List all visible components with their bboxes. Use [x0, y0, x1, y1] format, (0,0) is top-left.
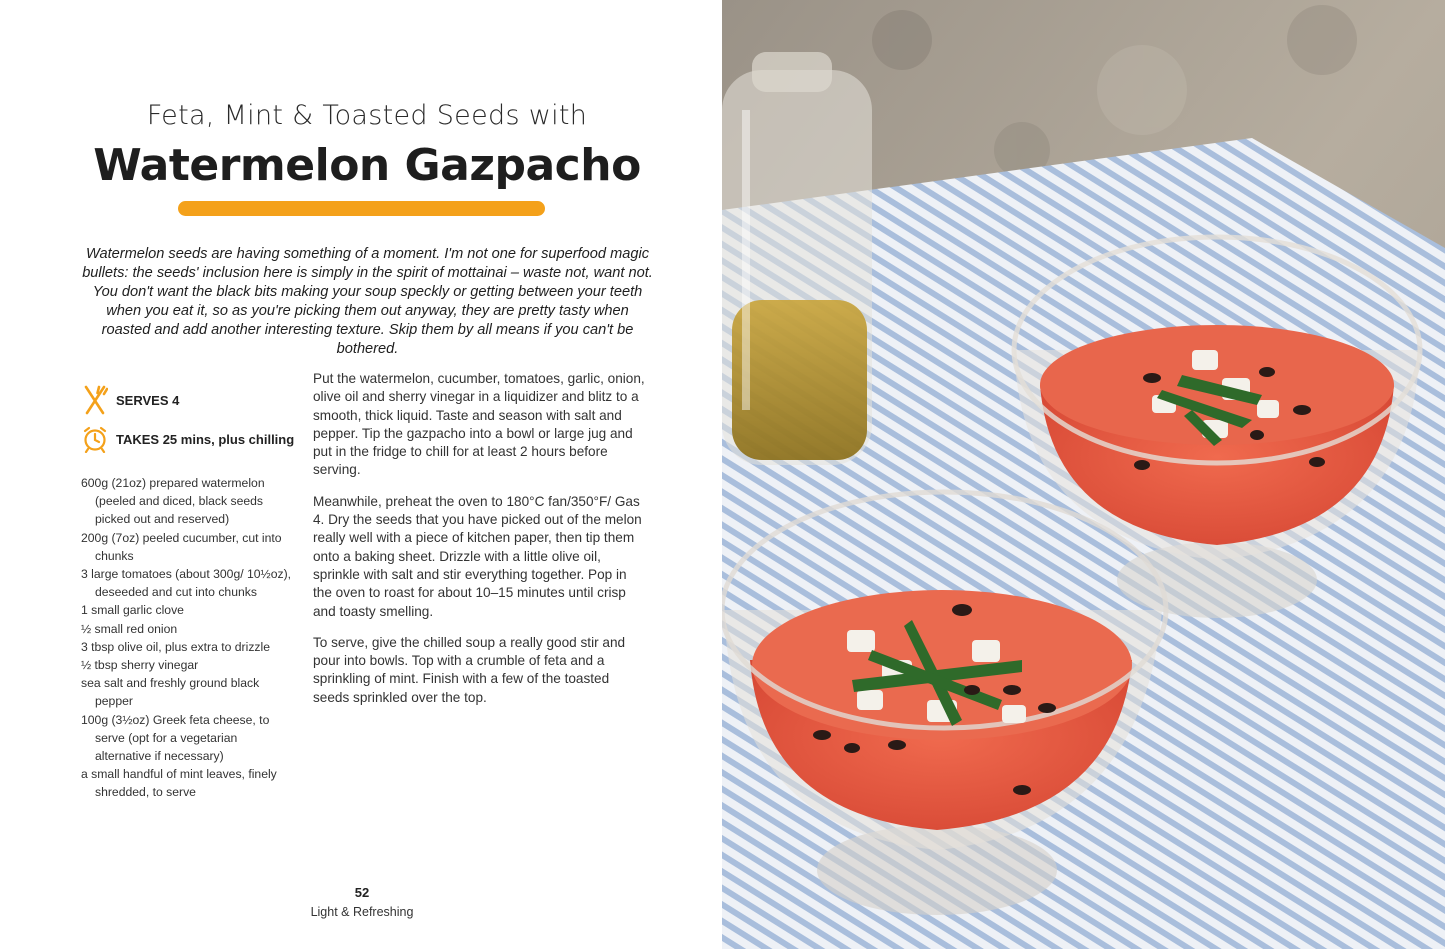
method-text [313, 370, 648, 720]
ingredient-item: 3 tbsp olive oil, plus extra to drizzle [81, 639, 270, 654]
ingredient-item: 3 large tomatoes (about 300g/ 10½oz), deseeded and cut into chunks [81, 567, 292, 600]
serves-row [82, 385, 179, 415]
ingredient-item: 200g (7oz) peeled cucumber, cut into chunks [81, 530, 282, 563]
ingredient-item: a small handful of mint leaves, finely shredded, to serve [81, 767, 277, 800]
serves-label: SERVES 4 [116, 392, 180, 408]
takes-label: TAKES 25 mins, plus chilling [116, 431, 295, 447]
method-step: To serve, give the chilled soup a really good stir and pour into bowls. Top with a crumble of feta and a sprinkling of mint. Finish with a few of the toasted seeds sprinkled over the top. [313, 634, 626, 705]
left-page [0, 0, 722, 949]
recipe-subtitle: Feta, Mint & Toasted Seeds with [146, 100, 588, 131]
method-step: Put the watermelon, cucumber, tomatoes, garlic, onion, olive oil and sherry vinegar in a liquidizer and blitz to a smooth, thick liquid. Taste and season with salt and pepper. Tip the gazpacho into a bowl or large jug and put in the fridge to chill for at least 2 hours before serving. [313, 371, 645, 478]
ingredient-item: ½ small red onion [81, 621, 178, 636]
oil-bottle [722, 52, 872, 465]
recipe-intro: Watermelon seeds are having something of a moment. I'm not one for superfood magic bullets: the seeds' inclusion here is simply in the spirit of mottainai – waste not, want not. You don't want the black bits making your soup speckly or getting between your teeth when you eat it, so as you're picking them out anyway, they are pretty tasty when roasted and add another interesting texture. Skip them by all means if you can't be bothered. [82, 246, 653, 357]
ingredients-list [81, 474, 296, 802]
gazpacho-photo [722, 0, 1445, 949]
alarm-clock-icon [82, 425, 108, 453]
ingredient-item: 600g (21oz) prepared watermelon (peeled and diced, black seeds picked out and reserved) [81, 476, 265, 527]
ingredient-item: 100g (3½oz) Greek feta cheese, to serve (opt for a vegetarian alternative if necessary) [81, 712, 270, 764]
takes-row [82, 425, 294, 453]
fork-knife-icon [82, 385, 108, 415]
ingredient-item: 1 small garlic clove [81, 603, 184, 618]
ingredient-item: ½ tbsp sherry vinegar [81, 658, 199, 673]
method-step: Meanwhile, preheat the oven to 180°C fan/350°F/ Gas 4. Dry the seeds that you have picked out of the melon really well with a piece of kitchen paper, then tip them onto a baking sheet. Drizzle with a little olive oil, sprinkle with salt and stir everything together. Pop in the oven to roast for about 10–15 minutes until crisp and toasty smelling. [313, 493, 642, 619]
recipe-title: Watermelon Gazpacho [93, 140, 641, 191]
page-number: 52 [354, 885, 370, 900]
title-underline [178, 201, 545, 216]
ingredient-item: sea salt and freshly ground black pepper [81, 676, 260, 709]
section-name: Light & Refreshing [310, 905, 414, 919]
